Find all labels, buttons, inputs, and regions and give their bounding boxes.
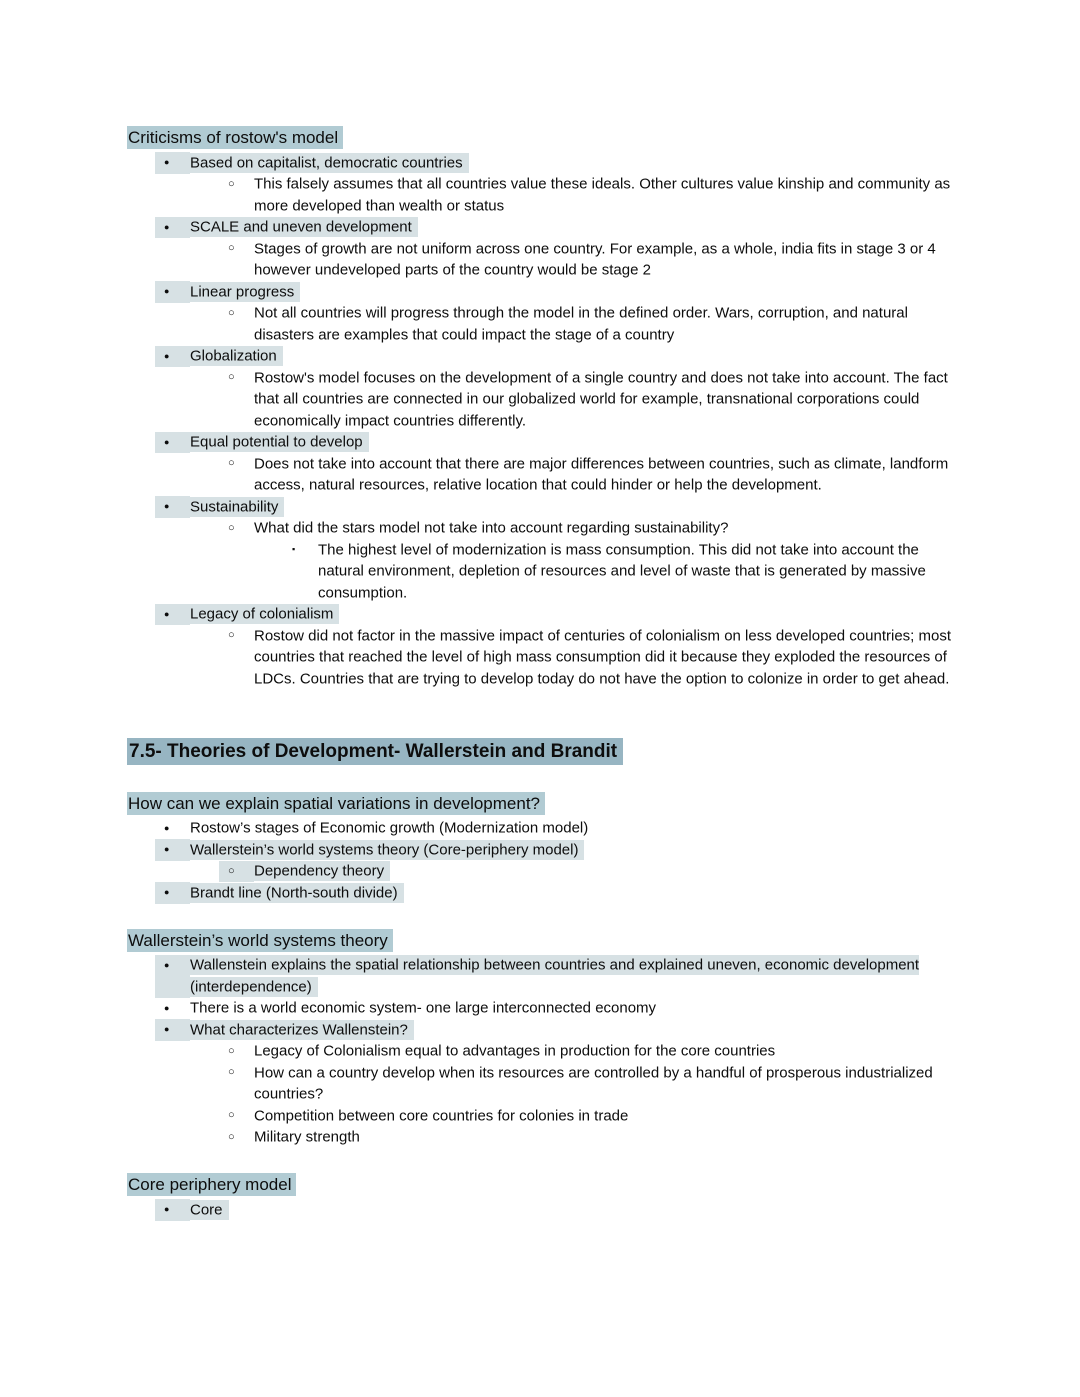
list-item-this-falsely-assumes-that [219,174,957,217]
list-item-text-wrap [254,1062,957,1105]
list-item-brandt-line-north-south [155,882,957,904]
list-item-text-wrap [190,496,957,518]
list-item-text: How can a country develop when its resources are controlled by a handful of prosperous industrialized countries? [254,1064,933,1103]
list-item-text: Sustainability [190,497,284,517]
list-item-core [155,1199,957,1221]
circle-bullet-icon: ○ [228,1066,235,1078]
list-item-wallenstein-explains-the-spatial [155,955,957,998]
list-item-competition-between-core-countries [219,1105,957,1127]
list-item-stages-of-growth-are [219,238,957,281]
list-item-sustainability [155,496,957,518]
list-item-equal-potential-to-develop [155,432,957,454]
list-item-text: Based on capitalist, democratic countries [190,153,469,173]
circle-bullet-icon: ○ [228,177,235,190]
circle-bullet-icon: ○ [228,1044,235,1057]
list-item-dependency-theory [219,861,957,883]
list-item-text-wrap [190,839,957,861]
list-item-text-wrap [254,1127,957,1149]
list-item-text: Wallenstein explains the spatial relationship between countries and explained uneven, economic development (interdependence) [190,956,920,995]
circle-bullet-icon: ○ [228,629,235,641]
list-item-rostow-s-stages-of [155,818,957,840]
document-content [127,127,957,1221]
list-item-text-wrap [190,1019,957,1041]
list-item-text-wrap [254,518,957,540]
disc-bullet-icon: ● [164,1002,170,1013]
disc-bullet-icon: ● [155,839,190,861]
list-item-there-is-a-world [155,998,957,1020]
section-heading-wallerstein-s-world-systems [127,930,957,951]
square-bullet-icon: ▪ [292,544,296,554]
disc-bullet-icon: ● [155,346,190,368]
list-item-legacy-of-colonialism [155,604,957,626]
heading-text: How can we explain spatial variations in development? [127,792,545,815]
section-heading-how-can-we-explain [127,793,957,814]
heading-text: Criticisms of rostow's model [127,126,343,149]
section-heading-core-periphery-model [127,1174,957,1195]
list-item-text: Rostow did not factor in the massive impact of centuries of colonialism on less developed countries; most countries that reached the level of high mass consumption did it because they exploded the resources of LDCs. Countries that are trying to develop today do not have the option to colonize in order to get ahead. [254,627,952,687]
list-item-wallerstein-s-world-systems [155,839,957,861]
list-item-text: Linear progress [190,282,300,302]
list-item-text: Brandt line (North-south divide) [190,883,404,903]
disc-bullet-icon: ● [155,1199,190,1221]
list-item-text: The highest level of modernization is mass consumption. This did not take into account the natural environment, depletion of resources and level of waste that is generated by massive consumption. [318,541,926,601]
disc-bullet-icon: ● [155,217,190,239]
list-item-text-wrap [190,998,957,1020]
list-item-text: Stages of growth are not uniform across one country. For example, as a whole, india fits in stage 3 or 4 however undeveloped parts of the country would be stage 2 [254,240,936,279]
list-item-text-wrap [254,367,957,432]
list-item-text-wrap [190,882,957,904]
list-item-text-wrap [254,174,957,217]
circle-bullet-icon: ○ [219,861,254,883]
disc-bullet-icon: ● [155,432,190,454]
circle-bullet-icon: ○ [228,306,235,319]
list-item-text-wrap [190,281,957,303]
heading-text: Core periphery model [127,1173,296,1196]
disc-bullet-icon: ● [155,281,190,303]
circle-bullet-icon: ○ [228,521,235,534]
list-item-globalization [155,346,957,368]
list-item-text: Legacy of colonialism [190,604,339,624]
disc-bullet-icon: ● [155,882,190,904]
list-item-text: This falsely assumes that all countries value these ideals. Other cultures value kinship and community as more developed than wealth or status [254,175,951,214]
list-item-text: Rostow’s stages of Economic growth (Modernization model) [190,819,589,837]
circle-bullet-icon: ○ [228,371,235,383]
disc-bullet-icon: ● [164,822,170,833]
list-item-based-on-capitalist-democratic [155,152,957,174]
list-item-text: Dependency theory [254,861,390,881]
list-item-text-wrap [190,152,957,174]
disc-bullet-icon: ● [155,1019,190,1041]
list-item-text-wrap [190,1199,957,1221]
list-item-text-wrap [190,818,957,840]
disc-bullet-icon: ● [155,604,190,626]
list-item-rostow-did-not-factor [219,625,957,690]
circle-bullet-icon: ○ [228,242,235,254]
list-item-text: Does not take into account that there are major differences between countries, such as climate, landform access, natural resources, relative location that could hinder or help the development. [254,455,949,494]
list-item-text-wrap [190,604,957,626]
list-item-scale-and-uneven-development [155,217,957,239]
list-item-text-wrap [254,303,957,346]
list-item-text-wrap [254,238,957,281]
list-item-the-highest-level-of [283,539,957,604]
list-item-what-did-the-stars [219,518,957,540]
section-heading-criticisms-of-rostow-s [127,127,957,148]
heading-text: Wallerstein’s world systems theory [127,929,393,952]
list-item-linear-progress [155,281,957,303]
list-item-not-all-countries-will [219,303,957,346]
circle-bullet-icon: ○ [228,457,235,469]
list-item-text: There is a world economic system- one large interconnected economy [190,999,657,1017]
list-item-text: SCALE and uneven development [190,217,418,237]
list-item-text: Competition between core countries for colonies in trade [254,1107,629,1124]
disc-bullet-icon: ● [155,955,190,998]
list-item-military-strength [219,1127,957,1149]
list-item-text-wrap [254,861,957,883]
list-item-text: What did the stars model not take into account regarding sustainability? [254,519,729,537]
list-item-text: Globalization [190,346,283,366]
list-item-text-wrap [254,625,957,690]
circle-bullet-icon: ○ [228,1130,235,1143]
disc-bullet-icon: ● [155,152,190,174]
list-item-text-wrap [318,539,957,604]
list-item-text: Wallerstein’s world systems theory (Core-periphery model) [190,840,584,860]
list-item-text-wrap [190,432,957,454]
list-item-text: Core [190,1200,229,1220]
list-item-text-wrap [190,217,957,239]
list-item-text: What characterizes Wallenstein? [190,1020,414,1040]
list-item-text-wrap [254,1041,957,1063]
list-item-text-wrap [254,453,957,496]
list-item-text-wrap [190,346,957,368]
document-title-7-5-theories-of [127,740,957,763]
circle-bullet-icon: ○ [228,1109,235,1121]
list-item-text: Military strength [254,1128,360,1146]
list-item-text-wrap [254,1105,957,1127]
list-item-rostow-s-model-focuses [219,367,957,432]
list-item-text: Legacy of Colonialism equal to advantages in production for the core countries [254,1042,776,1060]
list-item-legacy-of-colonialism-equal [219,1041,957,1063]
list-item-text: Not all countries will progress through the model in the defined order. Wars, corruption, and natural disasters are examples that could impact the stage of a country [254,304,908,343]
list-item-text-wrap [190,955,957,998]
title-text: 7.5- Theories of Development- Wallerstein and Brandit [127,738,623,765]
list-item-text: Rostow's model focuses on the development of a single country and does not take into account. The fact that all countries are connected in our globalized world for example, transnational corporations could economically impact countries differently. [254,369,948,429]
disc-bullet-icon: ● [155,496,190,518]
list-item-text: Equal potential to develop [190,432,369,452]
list-item-how-can-a-country [219,1062,957,1105]
list-item-what-characterizes-wallenstein [155,1019,957,1041]
list-item-does-not-take-into [219,453,957,496]
